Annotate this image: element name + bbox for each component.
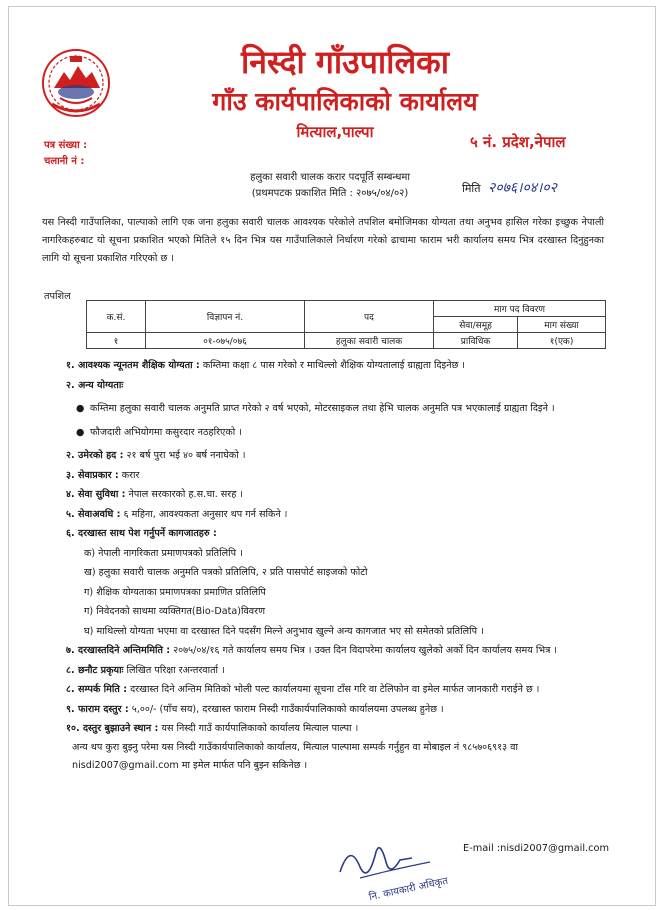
- item-facility: [66, 485, 614, 505]
- bullet-text: फौजदारी अभियोगमा कसुरदार नठहरिएको ।: [90, 426, 242, 438]
- item-label: ८. छनौट प्रकृयाः: [66, 664, 124, 676]
- list-item: ● फौजदारी अभियोगमा कसुरदार नठहरिएको ।: [76, 426, 242, 438]
- office-subtitle: गाँउ कार्यपालिकाको कार्यालय: [212, 87, 478, 116]
- tapsil-label: तपशिल: [44, 291, 71, 302]
- list-item: ख) हलुका सवारी चालक अनुमति पत्रको प्रतिलिपि, २ प्रति पासपोर्ट साइजको फोटो: [84, 567, 368, 578]
- date-label: मिति: [462, 182, 481, 195]
- item-label: ९. फाराम दस्तुर :: [66, 703, 129, 715]
- item-text: लिखित परिक्षा रअन्तरवार्ता ।: [123, 664, 225, 676]
- header-sn: क.सं.: [87, 301, 146, 333]
- item-text: करार: [118, 469, 140, 481]
- item-label: ५. सेवाअवधि :: [66, 508, 121, 520]
- subject-line-1: हलुका सवारी चालक करार पदपूर्ति सम्बन्धमा: [250, 172, 410, 183]
- list-item: ग) शैक्षिक योग्यताका प्रमाणपत्रका प्रमाणित प्रतिलिपि: [84, 586, 266, 598]
- office-name: निस्दी गाँउपालिका: [240, 43, 450, 81]
- list-item: ग) निवेदनको साथमा व्यक्तिगत(Bio-Data)विवरण: [84, 606, 266, 617]
- vacancy-table: [86, 300, 606, 349]
- item-label: ७. दरखास्तदिने अन्तिममिति :: [66, 645, 171, 656]
- signer-title: नि. कायकारी अधिकृत: [368, 875, 450, 904]
- item-label: ८. सम्पर्क मिति :: [66, 684, 128, 695]
- nepal-emblem-icon: [40, 48, 112, 118]
- cell-service: प्राविधिक: [434, 333, 518, 349]
- item-label: १. आवश्यक न्यूनतम शैक्षिक योग्यता :: [66, 360, 200, 371]
- item-text: ६ महिना, आवश्यकता अनुसार थप गर्न सकिने ।: [120, 508, 288, 520]
- item-label: ३. सेवाप्रकार :: [66, 469, 119, 481]
- item-text: नेपाल सरकारको ह.स.चा. सरह ।: [125, 489, 243, 500]
- notice-subject: [170, 170, 490, 202]
- item-fee-place: [66, 719, 614, 739]
- bullet-text: कम्तिमा हलुका सवारी चालक अनुमति प्राप्त गरेको २ वर्ष भएको, मोटरसाइकल तथा हेभि चालक अनुमति पत्र भएकालाई ग्राह्यता दिइने ।: [90, 403, 555, 414]
- item-text: कम्तिमा कक्षा ८ पास गरेको र माथिल्लो शैक्षिक योग्यतालाई ग्राह्यता दिइनेछ ।: [199, 360, 466, 371]
- province-label: ५ नं. प्रदेश,नेपाल: [470, 133, 566, 151]
- closing-paragraph: अन्य थप कुरा बुझ्नु परेमा यस निस्दी गाउँकार्यपालिकाको कार्यालय, मित्याल पाल्पामा सम्पर्क गर्नुहुन वा मोबाइल नं ९८५७०६९१३ वा nisdi2007@gmail.com मा इमेल मार्फत पनि बुझ्न सकिनेछ ।: [72, 741, 518, 771]
- header-post: पद: [305, 301, 434, 333]
- cell-post: हलुका सवारी चालक: [305, 333, 434, 349]
- patra-sankhya-label: पत्र संख्या :: [44, 140, 88, 151]
- handwritten-date: २०७६।०४।०२: [488, 180, 557, 196]
- item-text: २१ बर्ष पुरा भई ४० बर्ष ननाघेको ।: [123, 450, 246, 461]
- item-label: १०. दस्तुर बुझाउने स्थान :: [66, 723, 159, 734]
- list-item: घ) माथिल्लो योग्यता भएमा वा दरखास्त दिने पदसँग मिल्ने अनुभाव खुल्ने अन्य कागजात भए सो समेतको प्रतिलिपि ।: [84, 625, 484, 637]
- item-duration: [66, 505, 614, 525]
- item-text: यस निस्दी गाउँ कार्यपालिकाको कार्यालय मित्याल पाल्पा ।: [158, 723, 359, 734]
- header-service: सेवा/समूह: [434, 317, 518, 333]
- item-service-type: [66, 466, 614, 486]
- item-form-fee: [66, 700, 614, 720]
- item-other-qual-label: २. अन्य योग्यताः: [66, 379, 124, 391]
- list-item: क) नेपाली नागरिकता प्रमाणपत्रको प्रतिलिपि ।: [84, 547, 243, 559]
- footer-email: E-mail :nisdi2007@gmail.com: [463, 843, 610, 854]
- header-group: माग पद विवरण: [434, 301, 606, 317]
- item-education: [66, 356, 614, 376]
- item-label: ४. सेवा सुविधा :: [66, 489, 126, 500]
- item-text: ५,००/- (पाँच सय), दरखास्त फाराम निस्दी गाउँकार्यपालिकाको कार्यालयमा उपलब्ध हुनेछ ।: [128, 703, 444, 715]
- cell-sn: १: [87, 333, 146, 349]
- date-block: [462, 178, 557, 197]
- item-selection: [66, 661, 614, 681]
- notice-body: [66, 356, 614, 775]
- item-deadline: [66, 641, 614, 661]
- header-adv: विज्ञापन नं.: [146, 301, 305, 333]
- header-count: माग संख्या: [518, 317, 606, 333]
- item-text: दरखास्त दिने अन्तिम मितिको भोली पल्ट कार्यालयमा सूचना टाँस गरि वा टेलिफोन वा इमेल मार्फत जानकारी गराईने छ ।: [127, 684, 540, 695]
- table-row: [87, 333, 606, 349]
- item-label: २. उमेरको हद :: [66, 450, 124, 461]
- chalani-label: चलानी नं :: [44, 156, 85, 167]
- cell-adv: ०१-०७५/०७६: [146, 333, 305, 349]
- cell-count: १(एक): [518, 333, 606, 349]
- item-age: [66, 446, 614, 466]
- item-text: २०७५/०४/१६ गते कार्यालय समय भित्र । उक्त दिन विदापरेमा कार्यालय खुलेको अर्को दिन कार्यालय समय भित्र ।: [170, 645, 558, 656]
- subject-line-2: (प्रथमपटक प्रकाशित मिति : २०७५/०४/०२): [251, 188, 409, 199]
- office-location: मित्याल,पाल्पा: [296, 123, 374, 141]
- item-contact-date: [66, 680, 614, 700]
- item-documents-label: ६. दरखास्त साथ पेश गर्नुपर्ने कागजातहरु :: [66, 528, 217, 539]
- list-item: ● कम्तिमा हलुका सवारी चालक अनुमति प्राप्त गरेको २ वर्ष भएको, मोटरसाइकल तथा हेभि चालक अनुमति पत्र भएकालाई ग्राह्यता दिइने ।: [76, 403, 555, 414]
- intro-paragraph: यस निस्दी गाउँपालिका, पाल्पाको लागि एक जना हलुका सवारी चालक आवश्यक परेकोले तपशिल बमोजिमका योग्यता तथा अनुभव हासिल गरेका इच्छुक नेपाली नागरिकहरुबाट यो सूचना प्रकाशित भएको मितिले १५ दिन भित्र यस गाउँपालिकाले निर्धारण गरेको ढाचामा फाराम भरी कार्यालय समय भित्र दरखास्त दिनुहुनका लागि यो सूचना प्रकाशित गरिएको छ ।: [42, 217, 604, 264]
